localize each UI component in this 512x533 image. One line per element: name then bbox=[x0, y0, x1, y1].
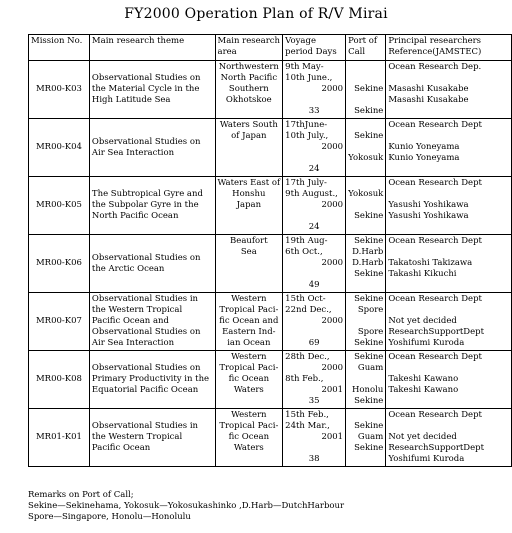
principal-researchers bbox=[386, 235, 512, 293]
mission-number: MR00-K07 bbox=[29, 293, 90, 351]
research-area-line: fic Ocean bbox=[228, 432, 270, 442]
voyage-period-line: 24 bbox=[308, 164, 320, 174]
port-of-call-line: Guam bbox=[357, 432, 384, 442]
research-area-line: Okhotskoe bbox=[225, 95, 272, 105]
research-theme: Observational Studies on Primary Productivity in the Equatorial Pacific Ocean bbox=[89, 351, 215, 409]
principal-researchers-line: Takeshi Kawano bbox=[388, 385, 459, 395]
principal-researchers-line: Takashi Kikuchi bbox=[388, 269, 457, 279]
research-area bbox=[215, 409, 283, 467]
port-of-call-line: Sekine bbox=[354, 443, 384, 453]
voyage-period-line: 69 bbox=[308, 338, 320, 348]
voyage-period-line: 17th July- bbox=[285, 178, 327, 188]
research-area-line: Japan bbox=[236, 200, 262, 210]
principal-researchers bbox=[386, 177, 512, 235]
research-area-line: North Pacific bbox=[220, 73, 278, 83]
voyage-period bbox=[283, 119, 346, 177]
research-area-line: Western bbox=[231, 352, 267, 362]
research-theme: Observational Studies on Air Sea Interaction bbox=[89, 119, 215, 177]
port-of-call-line bbox=[348, 316, 383, 327]
voyage-period-line: 15th Feb., bbox=[285, 410, 329, 420]
header-port: Port of Call bbox=[346, 35, 386, 61]
voyage-period bbox=[283, 293, 346, 351]
port-of-call-line bbox=[348, 200, 383, 211]
port-of-call-line: Spore bbox=[357, 305, 384, 315]
voyage-period-line: 2000 bbox=[321, 316, 344, 326]
port-of-call-line: Sekine bbox=[354, 269, 384, 279]
research-area-line: Waters East of bbox=[217, 178, 281, 188]
voyage-period-line: 24th Mar., bbox=[285, 421, 330, 431]
principal-researchers-line: Kunio Yoneyama bbox=[388, 153, 460, 163]
header-mission: Mission No. bbox=[29, 35, 90, 61]
mission-number: MR00-K03 bbox=[29, 61, 90, 119]
voyage-period-line: 9th May- bbox=[285, 62, 324, 72]
principal-researchers bbox=[386, 351, 512, 409]
principal-researchers-line: ResearchSupportDept bbox=[388, 327, 484, 337]
voyage-period-line: 19th Aug- bbox=[285, 236, 328, 246]
principal-researchers-line bbox=[388, 73, 509, 84]
table-row bbox=[29, 235, 512, 293]
header-area: Main research area bbox=[215, 35, 283, 61]
principal-researchers-line: Kunio Yoneyama bbox=[388, 142, 460, 152]
voyage-period-line bbox=[285, 327, 343, 338]
port-of-call-line bbox=[348, 73, 383, 84]
table-row bbox=[29, 351, 512, 409]
research-area-line: Tropical Paci- bbox=[219, 305, 279, 315]
port-of-call-line: Yokosuk bbox=[348, 153, 384, 163]
port-of-call-line bbox=[348, 95, 383, 106]
port-of-call bbox=[346, 177, 386, 235]
voyage-period-line: 17thJune- bbox=[285, 120, 328, 130]
research-area-line: Waters South bbox=[219, 120, 278, 130]
research-area-line: Beaufort bbox=[230, 236, 268, 246]
research-area-line: Tropical Paci- bbox=[219, 363, 279, 373]
research-theme: Observational Studies on the Arctic Ocean bbox=[89, 235, 215, 293]
research-area-line: fic Ocean and bbox=[219, 316, 279, 326]
voyage-period bbox=[283, 235, 346, 293]
voyage-period-line: 10th June., bbox=[285, 73, 333, 83]
port-of-call-line: Sekine bbox=[354, 211, 384, 221]
voyage-period bbox=[283, 177, 346, 235]
port-of-call-line bbox=[348, 120, 383, 131]
voyage-period-line: 22nd Dec., bbox=[285, 305, 332, 315]
mission-number: MR00-K05 bbox=[29, 177, 90, 235]
port-of-call-line bbox=[348, 374, 383, 385]
mission-number: MR00-K08 bbox=[29, 351, 90, 409]
port-of-call-line: D.Harb bbox=[352, 258, 384, 268]
research-area bbox=[215, 293, 283, 351]
table-row bbox=[29, 61, 512, 119]
port-of-call-line: Sekine bbox=[354, 352, 384, 362]
research-theme: Observational Studies on the Material Cycle in the High Latitude Sea bbox=[89, 61, 215, 119]
voyage-period-line: 10th July., bbox=[285, 131, 329, 141]
remarks-line: Remarks on Port of Call; bbox=[28, 490, 134, 500]
port-of-call-line: Sekine bbox=[354, 106, 384, 116]
table-row bbox=[29, 409, 512, 467]
principal-researchers-line bbox=[388, 421, 509, 432]
research-area-line: of Japan bbox=[231, 131, 267, 141]
port-of-call-line bbox=[348, 178, 383, 189]
voyage-period-line: 35 bbox=[308, 396, 320, 406]
research-area bbox=[215, 177, 283, 235]
header-theme: Main research theme bbox=[89, 35, 215, 61]
port-of-call bbox=[346, 293, 386, 351]
mission-number: MR00-K06 bbox=[29, 235, 90, 293]
principal-researchers-line: Ocean Research Dept bbox=[388, 294, 482, 304]
port-of-call-line: Guam bbox=[357, 363, 384, 373]
principal-researchers-line: Yasushi Yoshikawa bbox=[388, 200, 469, 210]
principal-researchers-line bbox=[388, 131, 509, 142]
header-period: Voyage period Days bbox=[283, 35, 346, 61]
voyage-period-line bbox=[285, 443, 343, 454]
principal-researchers-line: Ocean Research Dept bbox=[388, 178, 482, 188]
research-area-line: Northwestern bbox=[218, 62, 279, 72]
voyage-period-line: 28th Dec., bbox=[285, 352, 330, 362]
port-of-call-line: Sekine bbox=[354, 421, 384, 431]
port-of-call bbox=[346, 119, 386, 177]
table-row bbox=[29, 177, 512, 235]
remarks-line: Sekine—Sekinehama, Yokosuk—Yokosukashinko ,D.Harb—DutchHarbour bbox=[28, 501, 345, 511]
research-theme: The Subtropical Gyre and the Subpolar Gyre in the North Pacific Ocean bbox=[89, 177, 215, 235]
principal-researchers-line: Ocean Research Dep. bbox=[388, 62, 482, 72]
voyage-period bbox=[283, 61, 346, 119]
port-of-call-line: Spore bbox=[357, 327, 384, 337]
principal-researchers-line bbox=[388, 189, 509, 200]
research-area-line: Western bbox=[231, 410, 267, 420]
voyage-period-line: 9th August., bbox=[285, 189, 338, 199]
research-theme: Observational Studies in the Western Tropical Pacific Ocean and Observational Studies on Air Sea Interaction bbox=[89, 293, 215, 351]
principal-researchers-line: Yoshifumi Kuroda bbox=[388, 454, 465, 464]
port-of-call-line: Sekine bbox=[354, 396, 384, 406]
table-row bbox=[29, 119, 512, 177]
port-of-call-line: Sekine bbox=[354, 84, 384, 94]
header-pi: Principal researchers Reference(JAMSTEC) bbox=[386, 35, 512, 61]
principal-researchers-line: Yasushi Yoshikawa bbox=[388, 211, 469, 221]
port-of-call-line: Sekine bbox=[354, 338, 384, 348]
voyage-period bbox=[283, 351, 346, 409]
research-area-line: Southern bbox=[228, 84, 269, 94]
voyage-period-line: 49 bbox=[308, 280, 320, 290]
voyage-period-line: 38 bbox=[308, 454, 320, 464]
principal-researchers-line: ResearchSupportDept bbox=[388, 443, 484, 453]
port-of-call-line: Sekine bbox=[354, 131, 384, 141]
port-of-call bbox=[346, 351, 386, 409]
research-area bbox=[215, 61, 283, 119]
voyage-period-line bbox=[285, 153, 343, 164]
port-of-call-line bbox=[348, 410, 383, 421]
principal-researchers-line: Not yet decided bbox=[388, 316, 457, 326]
voyage-period-line bbox=[285, 211, 343, 222]
principal-researchers-line bbox=[388, 363, 509, 374]
research-area bbox=[215, 351, 283, 409]
research-area-line: ian Ocean bbox=[227, 338, 271, 348]
port-of-call-line bbox=[348, 62, 383, 73]
table-row bbox=[29, 293, 512, 351]
research-area-line: Tropical Paci- bbox=[219, 421, 279, 431]
voyage-period-line bbox=[285, 269, 343, 280]
voyage-period-line: 2000 bbox=[321, 84, 344, 94]
mission-number: MR01-K01 bbox=[29, 409, 90, 467]
voyage-period-line: 2000 bbox=[321, 363, 344, 373]
voyage-period-line bbox=[285, 95, 343, 106]
voyage-period-line: 2000 bbox=[321, 142, 344, 152]
research-area bbox=[215, 235, 283, 293]
port-of-call-line: Yokosuk bbox=[348, 189, 384, 199]
principal-researchers-line: Not yet decided bbox=[388, 432, 457, 442]
research-theme: Observational Studies in the Western Tropical Pacific Ocean bbox=[89, 409, 215, 467]
voyage-period-line: 2001 bbox=[321, 385, 344, 395]
operation-plan-table bbox=[28, 34, 512, 467]
principal-researchers-line: Takeshi Kawano bbox=[388, 374, 459, 384]
port-of-call-line: Honolu bbox=[352, 385, 384, 395]
port-of-call bbox=[346, 235, 386, 293]
principal-researchers bbox=[386, 409, 512, 467]
voyage-period-line: 15th Oct- bbox=[285, 294, 326, 304]
voyage-period-line: 6th Oct., bbox=[285, 247, 323, 257]
principal-researchers bbox=[386, 61, 512, 119]
research-area-line: Honshu bbox=[232, 189, 266, 199]
principal-researchers-line: Yoshifumi Kuroda bbox=[388, 338, 465, 348]
voyage-period bbox=[283, 409, 346, 467]
voyage-period-line: 2000 bbox=[321, 258, 344, 268]
principal-researchers-line: Ocean Research Dept bbox=[388, 352, 482, 362]
research-area-line: Waters bbox=[233, 385, 264, 395]
principal-researchers bbox=[386, 293, 512, 351]
voyage-period-line: 2001 bbox=[321, 432, 344, 442]
principal-researchers bbox=[386, 119, 512, 177]
voyage-period-line: 24 bbox=[308, 222, 320, 232]
voyage-period-line: 2000 bbox=[321, 200, 344, 210]
mission-number: MR00-K04 bbox=[29, 119, 90, 177]
port-of-call-line: Sekine bbox=[354, 294, 384, 304]
port-of-call-line bbox=[348, 142, 383, 153]
principal-researchers-line: Masashi Kusakabe bbox=[388, 84, 469, 94]
voyage-period-line: 8th Feb., bbox=[285, 374, 324, 384]
research-area-line: Waters bbox=[233, 443, 264, 453]
research-area-line: fic Ocean bbox=[228, 374, 270, 384]
document-title: FY2000 Operation Plan of R/V Mirai bbox=[124, 6, 388, 22]
port-of-call bbox=[346, 409, 386, 467]
port-of-call-line: D.Harb bbox=[352, 247, 384, 257]
remarks-line: Spore—Singapore, Honolu—Honolulu bbox=[28, 512, 191, 522]
principal-researchers-line: Ocean Research Dept bbox=[388, 410, 482, 420]
research-area-line: Eastern Ind- bbox=[222, 327, 276, 337]
principal-researchers-line: Takatoshi Takizawa bbox=[388, 258, 473, 268]
port-of-call-line: Sekine bbox=[354, 236, 384, 246]
research-area-line: Western bbox=[231, 294, 267, 304]
research-area bbox=[215, 119, 283, 177]
principal-researchers-line: Ocean Research Dept bbox=[388, 236, 482, 246]
principal-researchers-line: Ocean Research Dept bbox=[388, 120, 482, 130]
voyage-period-line: 33 bbox=[308, 106, 320, 116]
remarks bbox=[28, 490, 344, 523]
principal-researchers-line bbox=[388, 305, 509, 316]
table-header-row bbox=[29, 35, 512, 61]
research-area-line: Sea bbox=[240, 247, 257, 257]
principal-researchers-line bbox=[388, 247, 509, 258]
port-of-call bbox=[346, 61, 386, 119]
principal-researchers-line: Masashi Kusakabe bbox=[388, 95, 469, 105]
